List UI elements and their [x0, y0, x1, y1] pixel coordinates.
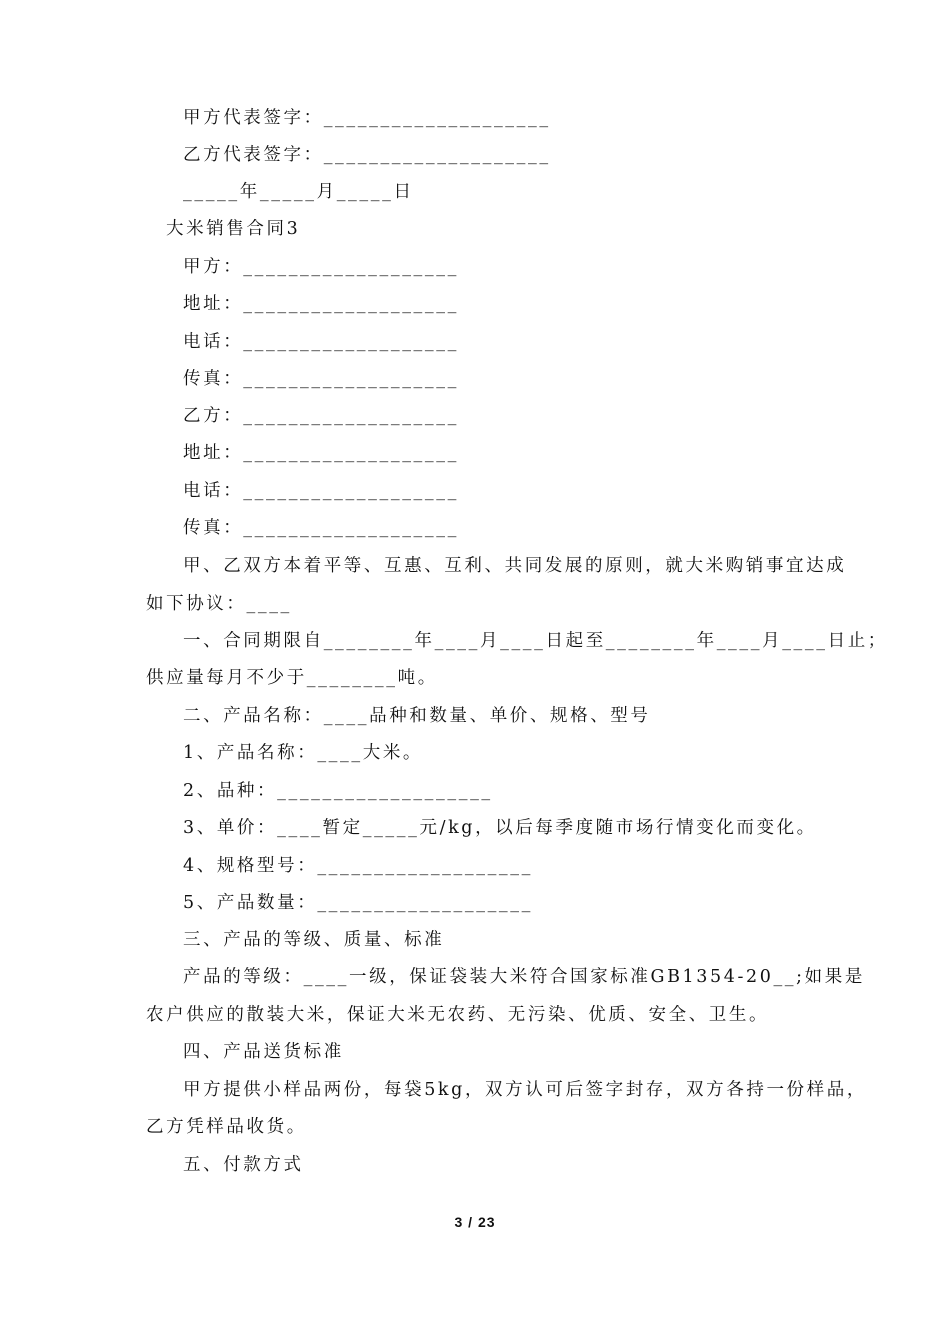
item-product-name: 1、产品名称：____大米。 — [183, 743, 424, 763]
item-variety: 2、品种：___________________ — [183, 781, 493, 801]
item-quantity: 5、产品数量：___________________ — [183, 893, 533, 913]
party-b-field: 乙方：___________________ — [183, 406, 459, 426]
clause-4-heading: 四、产品送货标准 — [183, 1042, 344, 1062]
clause-4-samples: 甲方提供小样品两份，每袋5kg，双方认可后签字封存，双方各持一份样品， — [183, 1080, 867, 1100]
item-spec-model: 4、规格型号：___________________ — [183, 856, 533, 876]
signature-date: _____年_____月_____日 — [183, 182, 414, 202]
clause-5-heading: 五、付款方式 — [183, 1155, 304, 1175]
page-number: 3 / 23 — [454, 1214, 496, 1230]
clause-3-grade-cont: 农户供应的散装大米，保证大米无农药、无污染、优质、安全、卫生。 — [146, 1005, 770, 1025]
clause-3-grade: 产品的等级：____一级，保证袋装大米符合国家标准GB1354-20__;如果是 — [183, 967, 865, 987]
preamble-paragraph: 甲、乙双方本着平等、互惠、互利、共同发展的原则，就大米购销事宜达成 — [183, 556, 847, 576]
clause-1-term-cont: 供应量每月不少于________吨。 — [146, 668, 438, 688]
party-a-field: 甲方：___________________ — [183, 257, 459, 277]
party-a-rep-signature: 甲方代表签字：____________________ — [183, 108, 551, 128]
party-b-rep-signature: 乙方代表签字：____________________ — [183, 145, 551, 165]
party-a-fax-field: 传真：___________________ — [183, 369, 459, 389]
clause-2-heading: 二、产品名称：____品种和数量、单价、规格、型号 — [183, 706, 651, 726]
preamble-paragraph-cont: 如下协议：____ — [146, 594, 292, 614]
clause-4-samples-cont: 乙方凭样品收货。 — [146, 1117, 307, 1137]
party-a-phone-field: 电话：___________________ — [183, 332, 459, 352]
party-a-address-field: 地址：___________________ — [183, 294, 459, 314]
party-b-fax-field: 传真：___________________ — [183, 518, 459, 538]
clause-3-heading: 三、产品的等级、质量、标准 — [183, 930, 445, 950]
clause-1-term: 一、合同期限自________年____月____日起至________年____月____日止； — [183, 631, 888, 651]
item-unit-price: 3、单价：____暂定_____元/kg，以后每季度随市场行情变化而变化。 — [183, 818, 817, 838]
party-b-phone-field: 电话：___________________ — [183, 481, 459, 501]
contract-title: 大米销售合同3 — [166, 219, 301, 239]
party-b-address-field: 地址：___________________ — [183, 443, 459, 463]
